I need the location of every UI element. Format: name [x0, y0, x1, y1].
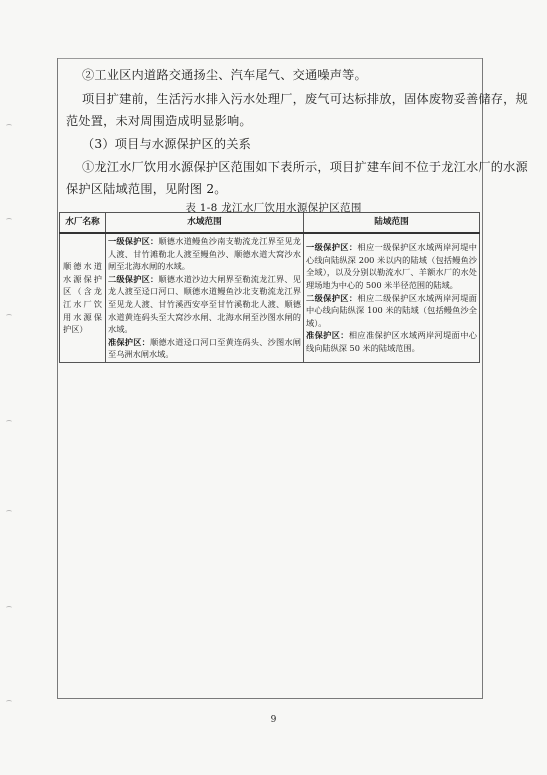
zone-label: 二级保护区：: [306, 292, 358, 303]
zone-label: 二级保护区：: [108, 273, 159, 284]
paragraph-longjiang-line1: ①龙江水厂饮用水源保护区范围如下表所示，项目扩建车间不位于龙江水厂的水源: [82, 160, 528, 174]
paragraph-project-line1: 项目扩建前，生活污水排入污水处理厂，废气可达标排放，固体废物妥善储存，规: [82, 92, 528, 106]
col-header-water-area: 水域范围: [106, 213, 304, 234]
paragraph-item-2: ②工业区内道路交通扬尘、汽车尾气、交通噪声等。: [82, 68, 367, 82]
paragraph-project-line2: 范处置，未对周围造成明显影响。: [66, 114, 252, 128]
zone-text: 相应二级保护区水域两岸河堤面中心线向陆纵深 100 米的陆域（包括鳗鱼沙全域）。: [306, 292, 477, 328]
binding-hole-mark: [6, 700, 12, 704]
water-zone-level1: [108, 235, 301, 273]
col-header-plant: 水厂名称: [60, 213, 106, 234]
zone-text: 顺德水道鳗鱼沙南支勒流龙江界至见龙人渡、甘竹滩勒北人渡至鳗鱼沙、顺德水道大窝沙水闸至北海水闸的水域。: [108, 236, 301, 272]
zone-text: 顺德水道迳口河口至黄连码头、沙图水闸至乌洲水闸水域。: [108, 336, 301, 360]
land-zone-level2: [306, 292, 477, 330]
zone-label: 一级保护区：: [306, 242, 358, 253]
land-zone-quasi: [306, 329, 477, 354]
zone-text: 顺德水道沙边大闸界至勒流龙江界、见龙人渡至迳口河口、顺德水道鳗鱼沙北支勒流龙江界至见龙人渡、甘竹溪西安亭至甘竹溪勒北人渡、顺德水道黄连码头至大窝沙水闸、北海水闸至沙图水闸的水域。: [108, 273, 301, 335]
table-row: [60, 233, 480, 362]
water-zone-quasi: [108, 336, 301, 361]
binding-hole-mark: [6, 124, 12, 128]
binding-hole-mark: [6, 218, 12, 222]
binding-hole-mark: [6, 314, 12, 318]
table-caption: 表 1-8 龙江水厂饮用水源保护区范围: [185, 202, 362, 214]
binding-hole-mark: [6, 420, 12, 424]
section-heading: （3）项目与水源保护区的关系: [82, 137, 251, 151]
zone-label: 准保护区：: [306, 330, 349, 341]
zone-label: 一级保护区：: [108, 236, 159, 246]
water-protection-table: [59, 212, 480, 363]
binding-hole-mark: [6, 606, 12, 610]
cell-plant-name: 顺德水道水源保护区（含龙江水厂饮用水源保护区）: [60, 233, 106, 362]
binding-hole-mark: [6, 510, 12, 514]
zone-text: 相应准保护区水域两岸河堤面中心线向陆纵深 50 米的陆域范围。: [306, 330, 477, 354]
paragraph-longjiang-line2: 保护区陆域范围，见附图 2。: [66, 182, 227, 196]
table-header-row: [60, 213, 480, 234]
land-zone-level1: [306, 241, 477, 291]
zone-text: 相应一级保护区水域两岸河堤中心线向陆纵深 200 米以内的陆域（包括鳗鱼沙全域），以及分别以勒流水厂、羊额水厂的水处理场地为中心的 500 米半径范围的陆域。: [306, 242, 477, 291]
page-number: 9: [270, 715, 277, 725]
cell-land-area: [304, 233, 480, 362]
water-zone-level2: [108, 273, 301, 336]
col-header-land-area: 陆域范围: [304, 213, 480, 234]
zone-label: 准保护区：: [108, 336, 150, 347]
cell-water-area: [106, 233, 304, 362]
